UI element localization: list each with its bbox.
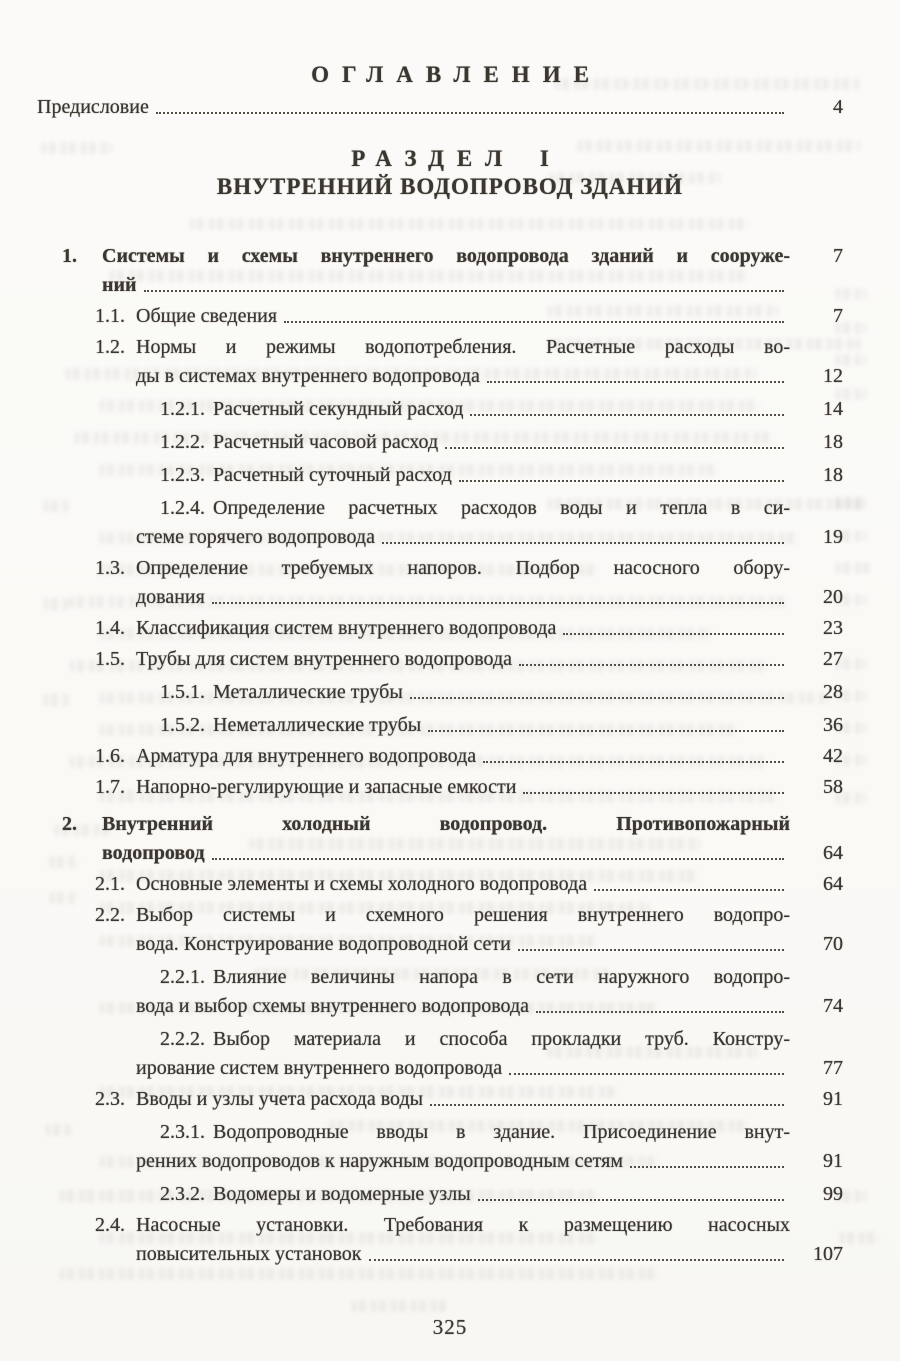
toc-entry-text: Водомеры и водомерные узлы xyxy=(213,1183,471,1205)
toc-entries xyxy=(37,234,843,1269)
toc-entry-line xyxy=(37,395,843,424)
toc-entry-page: 77 xyxy=(823,1057,843,1079)
toc-entry-line xyxy=(37,362,843,391)
toc-entry-page: 14 xyxy=(823,398,843,420)
toc-entry-line xyxy=(37,1147,843,1176)
toc-entry-page: 70 xyxy=(823,933,843,955)
toc-entry-text: вода. Конструирование водопроводной сети xyxy=(136,933,511,955)
toc-entry-text: Металлические трубы xyxy=(213,681,403,703)
toc-entry-page: 58 xyxy=(823,776,843,798)
toc-entry-number: 2.1. xyxy=(95,873,125,895)
toc-entry-number: 2.3. xyxy=(95,1088,125,1110)
toc-entry-text: Водопроводные вводы в здание. Присоединение внут- xyxy=(213,1121,790,1143)
toc-entry-line xyxy=(37,1180,843,1209)
bleed-through-artifact xyxy=(190,218,750,230)
preface-entry xyxy=(37,93,843,122)
toc-entry-page: 74 xyxy=(823,995,843,1017)
toc-entry-text: ды в системах внутреннего водопровода xyxy=(136,365,480,387)
toc-entry-text: вода и выбор схемы внутреннего водопровода xyxy=(136,995,530,1017)
toc-entry-text: Нормы и режимы водопотребления. Расчетные расходы во- xyxy=(136,336,790,358)
toc-entry-number: 1.2.3. xyxy=(160,464,205,486)
toc-entry-text: стеме горячего водопровода xyxy=(136,526,375,548)
dot-leader xyxy=(630,1166,784,1168)
toc-entry-line xyxy=(37,1118,843,1147)
toc-entry-text: Влияние величины напора в сети наружного водопро- xyxy=(213,966,790,988)
toc-entry-number: 1.5.2. xyxy=(160,714,205,736)
toc-entry-line xyxy=(37,711,843,740)
toc-entry-text: Системы и схемы внутреннего водопровода зданий и сооруже- xyxy=(102,245,790,267)
toc-entry-text: повысительных установок xyxy=(136,1243,362,1265)
dot-leader xyxy=(563,633,784,635)
toc-entry-text: дования xyxy=(136,586,205,608)
toc-entry-number: 1.5.1. xyxy=(160,681,205,703)
dot-leader xyxy=(509,1073,784,1075)
dot-leader xyxy=(144,290,784,292)
toc-entry-line xyxy=(37,1054,843,1083)
toc-entry-text: ирование систем внутреннего водопровода xyxy=(136,1057,503,1079)
toc-entry-text: Классификация систем внутреннего водопровода xyxy=(136,617,557,639)
toc-entry-page: 99 xyxy=(823,1183,843,1205)
toc-entry-page: 23 xyxy=(823,617,843,639)
toc-entry-page: 18 xyxy=(823,431,843,453)
dot-leader xyxy=(518,949,784,951)
toc-entry-line xyxy=(37,333,843,362)
toc-entry-line xyxy=(37,554,843,583)
toc-entry-number: 1.5. xyxy=(95,648,125,670)
toc-entry-text: Общие сведения xyxy=(136,305,278,327)
preface-label: Предисловие xyxy=(37,96,149,118)
toc-entry-line xyxy=(37,839,843,868)
toc-entry-number: 1.6. xyxy=(95,745,125,767)
toc-entry-line xyxy=(37,523,843,552)
toc-entry-text: Трубы для систем внутреннего водопровода xyxy=(136,648,513,670)
dot-leader xyxy=(594,889,784,891)
dot-leader xyxy=(519,664,784,666)
toc-entry-number: 1.2.2. xyxy=(160,431,205,453)
section-title: ВНУТРЕННИЙ ВОДОПРОВОД ЗДАНИЙ xyxy=(216,174,684,199)
toc-entry-line xyxy=(37,1240,843,1269)
dot-leader xyxy=(410,697,784,699)
toc-entry-line xyxy=(37,302,843,331)
toc-entry-number: 2.2.2. xyxy=(160,1028,205,1050)
toc-entry-line xyxy=(37,428,843,457)
toc-entry-page: 7 xyxy=(833,305,843,327)
toc-entry-line xyxy=(37,963,843,992)
toc-entry-page: 91 xyxy=(823,1088,843,1110)
toc-entry-line xyxy=(37,810,843,839)
toc-entry-number: 1.7. xyxy=(95,776,125,798)
toc-entry-line xyxy=(37,992,843,1021)
dot-leader xyxy=(487,381,784,383)
toc-entry-line xyxy=(37,1085,843,1114)
toc-entry-line xyxy=(37,773,843,802)
toc-entry-number: 2.4. xyxy=(95,1214,125,1236)
toc-entry-line xyxy=(37,645,843,674)
dot-leader xyxy=(428,730,784,732)
toc-entry-number: 1.4. xyxy=(95,617,125,639)
dot-leader xyxy=(445,447,784,449)
toc-entry-text: Арматура для внутреннего водопровода xyxy=(136,745,477,767)
toc-entry-page: 64 xyxy=(823,873,843,895)
bleed-through-artifact xyxy=(352,1300,447,1312)
dot-leader xyxy=(483,761,784,763)
dot-leader xyxy=(156,112,784,114)
toc-entry-text: ний xyxy=(102,274,137,296)
toc-entry-line xyxy=(37,870,843,899)
dot-leader xyxy=(478,1199,784,1201)
toc-entry-text: Основные элементы и схемы холодного водопровода xyxy=(136,873,588,895)
toc-entry-page: 7 xyxy=(833,245,843,267)
toc-entry-line xyxy=(37,742,843,771)
toc-entry-page: 18 xyxy=(823,464,843,486)
toc-entry-line xyxy=(37,461,843,490)
toc-entry-page: 19 xyxy=(823,526,843,548)
toc-entry-text: ренних водопроводов к наружным водопроводным сетям xyxy=(136,1150,623,1172)
footer-page-number: 325 xyxy=(432,1315,468,1339)
toc-entry-number: 2.3.2. xyxy=(160,1183,205,1205)
dot-leader xyxy=(459,480,784,482)
toc-entry-line xyxy=(37,930,843,959)
dot-leader xyxy=(430,1104,784,1106)
toc-entry-line xyxy=(37,614,843,643)
toc-entry-text: Расчетный часовой расход xyxy=(213,431,439,453)
toc-entry-line xyxy=(37,1211,843,1240)
dot-leader xyxy=(523,792,784,794)
toc-entry-text: Выбор материала и способа прокладки труб. Констру- xyxy=(213,1028,790,1050)
toc-entry-number: 1. xyxy=(62,245,77,267)
toc-entry-text: Неметаллические трубы xyxy=(213,714,422,736)
toc-entry-text: Определение требуемых напоров. Подбор насосного обору- xyxy=(136,557,790,579)
toc-entry-page: 20 xyxy=(823,586,843,608)
toc-entry-number: 1.1. xyxy=(95,305,125,327)
toc-entry-page: 42 xyxy=(823,745,843,767)
dot-leader xyxy=(382,542,784,544)
toc-entry-line xyxy=(37,271,843,300)
dot-leader xyxy=(212,858,784,860)
toc-heading: ОГЛАВЛЕНИЕ xyxy=(311,62,602,87)
toc-entry-text: Внутренний холодный водопровод. Противопожарный xyxy=(102,813,790,835)
section-kicker: РАЗДЕЛ I xyxy=(351,146,562,171)
toc-entry-number: 1.2.4. xyxy=(160,497,205,519)
toc-entry-page: 28 xyxy=(823,681,843,703)
toc-entry-line xyxy=(37,583,843,612)
toc-entry-text: Определение расчетных расходов воды и тепла в си- xyxy=(213,497,790,519)
bleed-through-artifact xyxy=(840,1232,880,1244)
toc-entry-line xyxy=(37,678,843,707)
toc-entry-page: 27 xyxy=(823,648,843,670)
toc-entry-text: Расчетный суточный расход xyxy=(213,464,452,486)
toc-entry-text: Вводы и узлы учета расхода воды xyxy=(136,1088,424,1110)
toc-entry-text: Насосные установки. Требования к размещению насосных xyxy=(136,1214,790,1236)
toc-entry-page: 12 xyxy=(823,365,843,387)
dot-leader xyxy=(536,1011,784,1013)
toc-entry-page: 91 xyxy=(823,1150,843,1172)
toc-entry-number: 2.2.1. xyxy=(160,966,205,988)
dot-leader xyxy=(284,321,784,323)
toc-entry-page: 64 xyxy=(823,842,843,864)
toc-entry-page: 107 xyxy=(813,1243,843,1265)
toc-entry-line xyxy=(37,1025,843,1054)
toc-entry-text: Выбор системы и схемного решения внутреннего водопро- xyxy=(136,904,790,926)
toc-entry-number: 2. xyxy=(62,813,77,835)
toc-entry-text: Напорно-регулирующие и запасные емкости xyxy=(136,776,517,798)
toc-entry-number: 1.3. xyxy=(95,557,125,579)
bleed-through-artifact xyxy=(60,1268,660,1280)
toc-entry-line xyxy=(37,242,843,271)
toc-entry-line xyxy=(37,901,843,930)
dot-leader xyxy=(369,1259,785,1261)
toc-entry-number: 2.2. xyxy=(95,904,125,926)
toc-entry-line xyxy=(37,494,843,523)
toc-entry-text: Расчетный секундный расход xyxy=(213,398,464,420)
toc-entry-number: 1.2. xyxy=(95,336,125,358)
preface-page-number: 4 xyxy=(833,96,843,118)
toc-entry-page: 36 xyxy=(823,714,843,736)
dot-leader xyxy=(470,414,784,416)
toc-entry-text: водопровод xyxy=(102,842,205,864)
dot-leader xyxy=(212,602,784,604)
toc-entry-number: 2.3.1. xyxy=(160,1121,205,1143)
toc-entry-number: 1.2.1. xyxy=(160,398,205,420)
